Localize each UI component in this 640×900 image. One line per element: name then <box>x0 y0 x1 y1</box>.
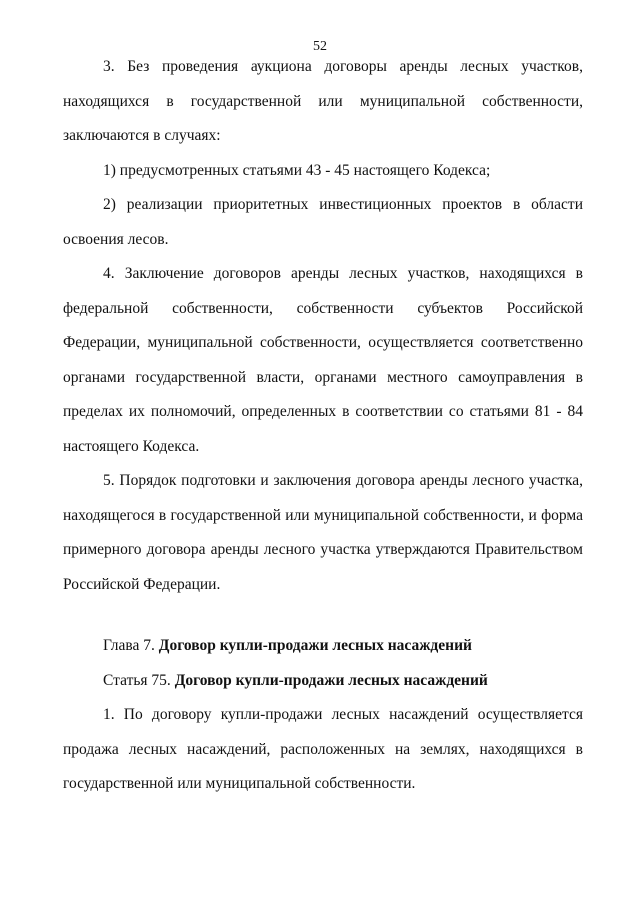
page-number: 52 <box>313 39 327 54</box>
paragraph-3-item-2: 2) реализации приоритетных инвестиционных проектов в области освоения лесов. <box>63 196 583 248</box>
article-paragraph-1: 1. По договору купли-продажи лесных насаждений осуществляется продажа лесных насаждений, расположенных на землях, находящихся в государственной или муниципальной собственности. <box>63 706 583 792</box>
paragraph-3-item-1: 1) предусмотренных статьями 43 - 45 настоящего Кодекса; <box>103 161 491 179</box>
paragraph-5: 5. Порядок подготовки и заключения договора аренды лесного участка, находящегося в государственной или муниципальной собственности, и форма примерного договора аренды лесного участка утверждаются Правительством Российской Федерации. <box>63 472 583 593</box>
article-title: Договор купли-продажи лесных насаждений <box>174 671 488 689</box>
paragraph-4: 4. Заключение договоров аренды лесных участков, находящихся в федеральной собственности, собственности субъектов Российской Федерации, муниципальной собственности, осуществляется соответственно органами государственной власти, органами местного самоуправления в пределах их полномочий, определенных в соответствии со статьями 81 - 84 настоящего Кодекса. <box>63 265 583 455</box>
chapter-prefix: Глава 7. <box>103 637 155 654</box>
article-prefix: Статья 75. <box>103 671 171 689</box>
chapter-title: Договор купли-продажи лесных насаждений <box>158 637 472 654</box>
section-block-top <box>63 50 583 602</box>
paragraph-3: 3. Без проведения аукциона договоры аренды лесных участков, находящихся в государственной или муниципальной собственности, заключаются в случаях: <box>63 58 583 144</box>
chapter-heading <box>63 629 583 664</box>
chapter-block <box>63 629 583 802</box>
article-heading <box>63 664 583 699</box>
